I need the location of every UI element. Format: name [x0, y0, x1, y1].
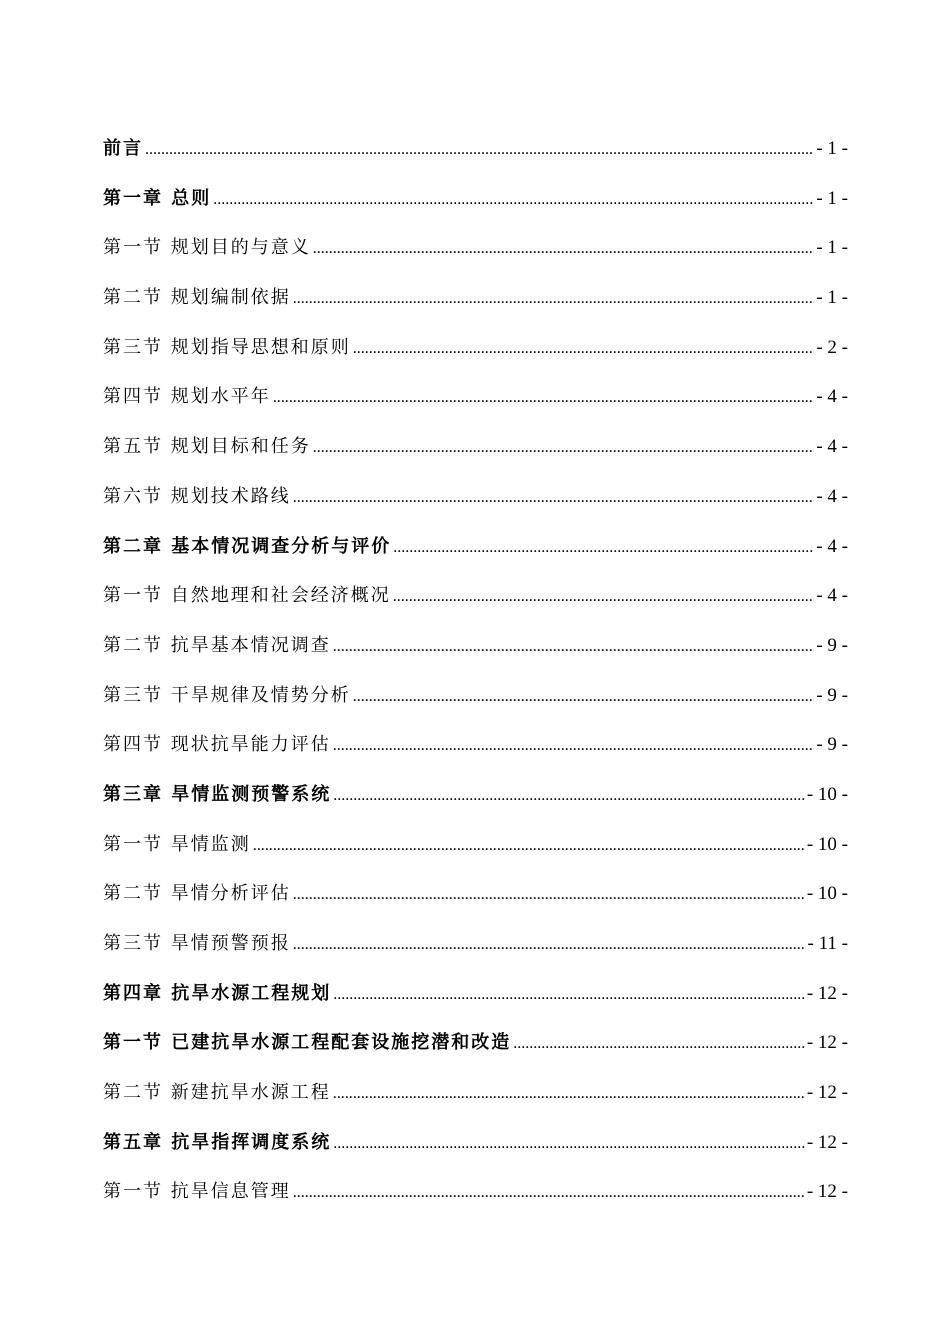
- toc-entry-page-number: - 1 -: [816, 237, 848, 259]
- toc-entry-page-number: - 9 -: [816, 634, 848, 656]
- toc-entry-title: 第一节 规划目的与意义: [103, 237, 311, 259]
- toc-entry-page-number: - 4 -: [816, 485, 848, 507]
- toc-entry-title: 第三节 旱情预警预报: [103, 933, 291, 954]
- toc-entry-page-number: - 12 -: [806, 1082, 848, 1104]
- toc-dot-leader: [313, 439, 815, 457]
- toc-dot-leader: [393, 539, 814, 557]
- toc-entry-title: 第二节 新建抗旱水源工程: [103, 1082, 331, 1104]
- toc-dot-leader: [333, 986, 805, 1004]
- toc-dot-leader: [333, 638, 815, 656]
- toc-entry-title: 第四节 规划水平年: [103, 386, 271, 408]
- toc-entry-page-number: - 10 -: [806, 833, 848, 855]
- toc-entry-title: 第二章 基本情况调查分析与评价: [103, 535, 392, 557]
- toc-entry-title: 第一节 旱情监测: [103, 833, 251, 855]
- toc-entry-page-number: - 4 -: [816, 585, 848, 607]
- toc-dot-leader: [293, 936, 806, 954]
- toc-entry[interactable]: [103, 532, 848, 582]
- toc-dot-leader: [353, 340, 815, 358]
- toc-entry-title: 第一节 抗旱信息管理: [103, 1181, 291, 1203]
- toc-entry-title: 第四节 现状抗旱能力评估: [103, 734, 331, 756]
- toc-entry-page-number: - 4 -: [816, 535, 848, 557]
- toc-entry[interactable]: [103, 1078, 848, 1128]
- toc-dot-leader: [293, 290, 815, 308]
- toc-entry[interactable]: [103, 879, 848, 929]
- toc-entry[interactable]: [103, 233, 848, 283]
- toc-entry-title: 第一节 自然地理和社会经济概况: [103, 585, 391, 607]
- toc-entry[interactable]: [103, 482, 848, 532]
- toc-entry-page-number: - 1 -: [816, 187, 848, 209]
- toc-entry-title: 第三章 旱情监测预警系统: [103, 783, 332, 805]
- toc-entry-page-number: - 1 -: [816, 138, 848, 159]
- toc-dot-leader: [293, 886, 805, 904]
- toc-entry-page-number: - 11 -: [807, 933, 848, 954]
- toc-entry[interactable]: [103, 1128, 848, 1178]
- toc-entry[interactable]: [103, 134, 848, 184]
- toc-entry-page-number: - 12 -: [806, 1181, 848, 1203]
- toc-dot-leader: [313, 240, 815, 258]
- toc-entry-page-number: - 12 -: [806, 982, 848, 1004]
- toc-entry-page-number: - 2 -: [816, 336, 848, 358]
- table-of-contents: [103, 134, 848, 1227]
- toc-entry[interactable]: [103, 184, 848, 234]
- toc-dot-leader: [293, 1184, 805, 1202]
- toc-entry-page-number: - 1 -: [816, 287, 848, 309]
- toc-entry-title: 第五节 规划目标和任务: [103, 436, 311, 458]
- toc-entry-page-number: - 10 -: [806, 883, 848, 905]
- toc-entry[interactable]: [103, 830, 848, 880]
- toc-entry[interactable]: [103, 631, 848, 681]
- toc-entry-title: 第三节 规划指导思想和原则: [103, 336, 351, 358]
- toc-entry-title: 第二节 抗旱基本情况调查: [103, 634, 331, 656]
- toc-dot-leader: [513, 1035, 805, 1053]
- toc-entry[interactable]: [103, 382, 848, 432]
- toc-entry-page-number: - 12 -: [806, 1032, 848, 1054]
- toc-entry-page-number: - 10 -: [806, 783, 848, 805]
- toc-dot-leader: [273, 389, 815, 407]
- toc-dot-leader: [333, 1135, 805, 1153]
- toc-entry-title: 第四章 抗旱水源工程规划: [103, 982, 332, 1004]
- toc-dot-leader: [293, 489, 815, 507]
- toc-dot-leader: [393, 588, 815, 606]
- toc-entry-page-number: - 4 -: [816, 436, 848, 458]
- toc-entry[interactable]: [103, 432, 848, 482]
- toc-entry[interactable]: [103, 929, 848, 979]
- toc-entry[interactable]: [103, 333, 848, 383]
- toc-entry[interactable]: [103, 681, 848, 731]
- toc-entry[interactable]: [103, 730, 848, 780]
- toc-dot-leader: [253, 837, 805, 855]
- toc-entry-title: 第五章 抗旱指挥调度系统: [103, 1131, 332, 1153]
- toc-entry-title: 第二节 规划编制依据: [103, 287, 291, 309]
- toc-entry[interactable]: [103, 1028, 848, 1078]
- toc-entry-title: 第三节 干旱规律及情势分析: [103, 684, 351, 706]
- toc-dot-leader: [333, 737, 815, 755]
- toc-entry-page-number: - 4 -: [816, 386, 848, 408]
- toc-entry-title: 第一节 已建抗旱水源工程配套设施挖潜和改造: [103, 1032, 512, 1054]
- toc-dot-leader: [213, 191, 814, 209]
- toc-entry-title: 第六节 规划技术路线: [103, 485, 291, 507]
- toc-dot-leader: [145, 141, 814, 159]
- toc-dot-leader: [333, 787, 805, 805]
- toc-entry[interactable]: [103, 979, 848, 1029]
- toc-entry[interactable]: [103, 780, 848, 830]
- toc-entry[interactable]: [103, 283, 848, 333]
- toc-dot-leader: [333, 1085, 805, 1103]
- toc-entry-page-number: - 12 -: [806, 1131, 848, 1153]
- toc-entry[interactable]: [103, 581, 848, 631]
- toc-entry-page-number: - 9 -: [816, 684, 848, 706]
- toc-entry-page-number: - 9 -: [816, 734, 848, 756]
- toc-entry-title: 第一章 总则: [103, 187, 212, 209]
- toc-entry-title: 第二节 旱情分析评估: [103, 883, 291, 905]
- toc-entry[interactable]: [103, 1177, 848, 1227]
- toc-dot-leader: [353, 688, 815, 706]
- toc-entry-title: 前言: [103, 138, 143, 159]
